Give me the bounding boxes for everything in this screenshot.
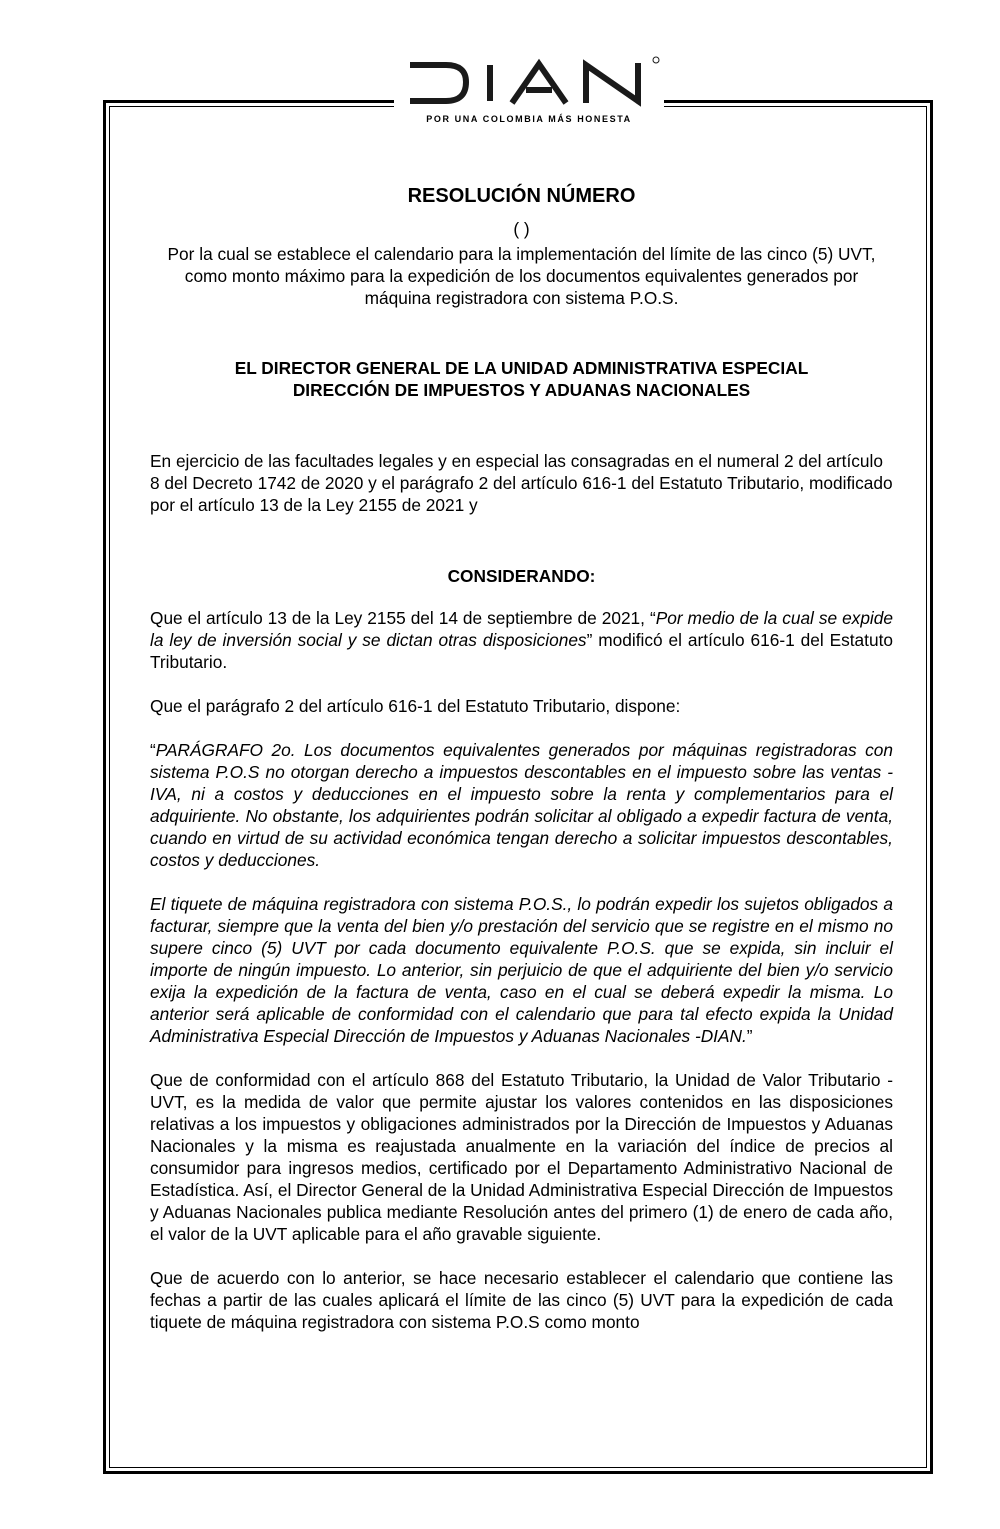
quoted-paragraph-2-text: El tiquete de máquina registradora con sistema P.O.S., lo podrán expedir los sujetos obligados a facturar, siempre que la venta del bien y/o prestación del servicio que se registre en el mismo no supere cinco (5) UVT por cada documento equivalente P.O.S. que se expida, sin incluir el importe de ningún impuesto. Lo anterior, sin perjuicio de que el adquiriente del bien y/o servicio exija la expedición de la factura de venta, caso en el cual se deberá expedir la misma. Lo anterior será aplicable de conformidad con el calendario que para tal efecto expida la Unidad Administrativa Especial Dirección de Impuestos y Aduanas Nacionales -DIAN. <box>150 894 893 1046</box>
paragraph-law-2155 <box>150 607 893 673</box>
quoted-paragraph-1-text: PARÁGRAFO 2o. Los documentos equivalentes generados por máquinas registradoras con sistema P.O.S no otorgan derecho a impuestos descontables en el impuesto sobre las ventas - IVA, ni a costos y deducciones en el impuesto sobre la renta y complementarios para el adquiriente. No obstante, los adquirientes podrán solicitar al obligado a expedir factura de venta, cuando en virtud de su actividad económica tengan derecho a solicitar impuestos descontables, costos y deducciones. <box>150 740 893 870</box>
resolution-number: ( ) <box>513 219 530 239</box>
dian-logo-wordmark <box>394 52 664 108</box>
preamble-paragraph: En ejercicio de las facultades legales y en especial las consagradas en el numeral 2 del artículo 8 del Decreto 1742 de 2020 y el parágrafo 2 del artículo 616-1 del Estatuto Tributario, modificado por el artículo 13 de la Ley 2155 de 2021 y <box>150 451 893 515</box>
logo-tagline: POR UNA COLOMBIA MÁS HONESTA <box>426 114 632 124</box>
document-body <box>150 183 893 1333</box>
paragraph-law-2155-end: ” modificó el artículo 616-1 del Estatuto Tributario. <box>150 630 893 672</box>
quote-open-mark: “ <box>150 740 156 760</box>
paragraph-calendar-need: Que de acuerdo con lo anterior, se hace necesario establecer el calendario que contiene las fechas a partir de las cuales aplicará el límite de las cinco (5) UVT para la expedición de cada tiquete de máquina registradora con sistema P.O.S como monto <box>150 1268 893 1332</box>
paragraph-law-2155-start: Que el artículo 13 de la Ley 2155 del 14 de septiembre de 2021, “ <box>150 608 656 628</box>
issuer-heading <box>150 357 893 401</box>
issuer-line-2: DIRECCIÓN DE IMPUESTOS Y ADUANAS NACIONALES <box>292 380 751 400</box>
law-title-italic: Por medio de la cual se expide la ley de inversión social y se dictan otras disposiciones <box>150 608 893 650</box>
quoted-paragraph-1 <box>150 739 893 871</box>
quote-close-mark: ” <box>746 1026 753 1046</box>
issuer-line-1: EL DIRECTOR GENERAL DE LA UNIDAD ADMINISTRATIVA ESPECIAL <box>234 358 809 378</box>
resolution-subtitle: Por la cual se establece el calendario para la implementación del límite de las cinco (5) UVT, como monto máximo para la expedición de los documentos equivalentes generados por máquina registradora con sistema P.O.S. <box>167 244 876 308</box>
paragraph-uvt-definition: Que de conformidad con el artículo 868 del Estatuto Tributario, la Unidad de Valor Tributario -UVT, es la medida de valor que permite ajustar los valores contenidos en las disposiciones relativas a los impuestos y obligaciones administrados por la Dirección de Impuestos y Aduanas Nacionales y la misma es reajustada anualmente en la variación del índice de precios al consumidor para ingresos medios, certificado por el Departamento Administrativo Nacional de Estadística. Así, el Director General de la Unidad Administrativa Especial Dirección de Impuestos y Aduanas Nacionales publica mediante Resolución antes del primero (1) de enero de cada año, el valor de la UVT aplicable para el año gravable siguiente. <box>150 1070 893 1244</box>
paragraph-dispone: Que el parágrafo 2 del artículo 616-1 del Estatuto Tributario, dispone: <box>150 696 681 716</box>
considerando-heading: CONSIDERANDO: <box>447 566 596 586</box>
document-title: RESOLUCIÓN NÚMERO <box>407 185 636 207</box>
dian-logo <box>394 52 664 108</box>
quoted-paragraph-2 <box>150 893 893 1047</box>
